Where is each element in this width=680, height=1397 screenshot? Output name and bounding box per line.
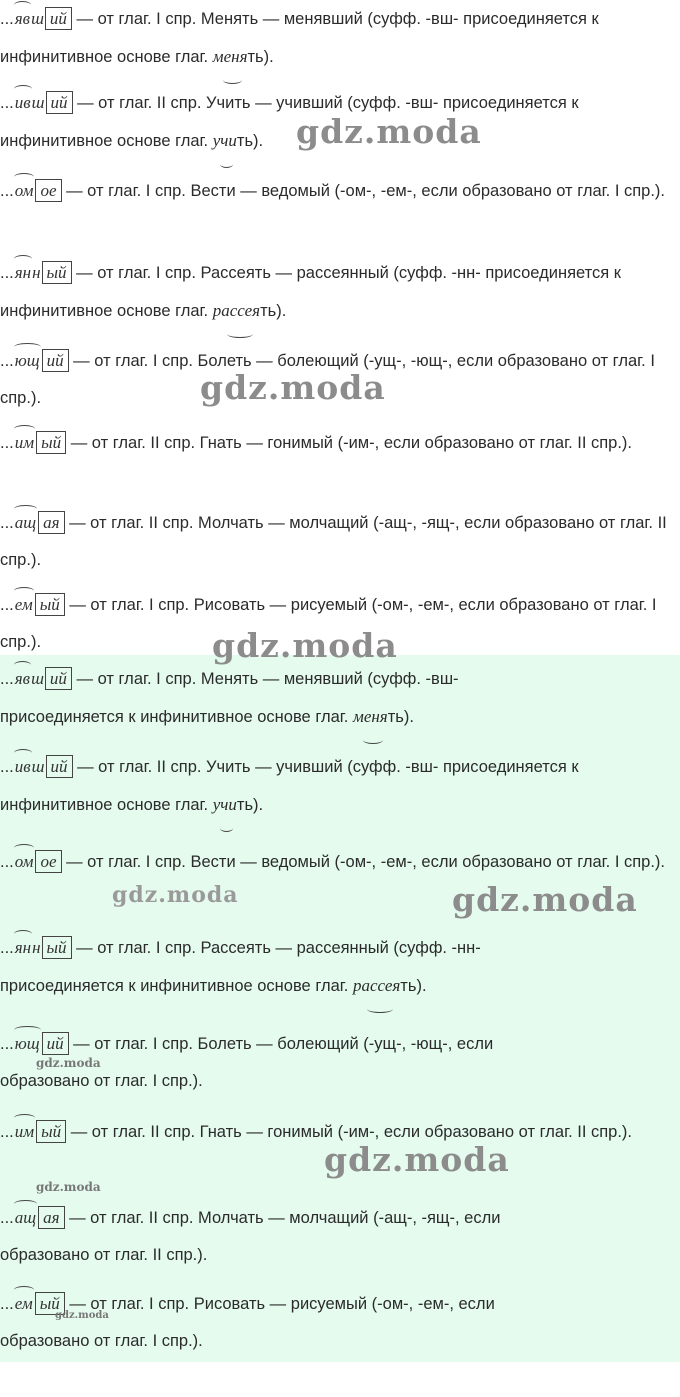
suffix-mark: ющ (14, 1025, 41, 1062)
entry-text: — от глаг. I спр. Вести — ведомый (-ом-, -ем-, если образовано от глаг. I спр.). (61, 182, 666, 200)
watermark-logo: gdz.moda (296, 112, 482, 151)
entry-text: — от глаг. II спр. Молчать — молчащий (-ащ-, -ящ-, если образовано от глаг. II спр.). (0, 514, 667, 569)
morpheme-entry (0, 254, 680, 330)
morpheme-entry (0, 1285, 560, 1360)
entry-text: — от глаг. I спр. Рисовать — рисуемый (-ом-, -ем-, если образовано от глаг. I спр.). (0, 1295, 495, 1350)
entry-ending-text: ть). (400, 977, 427, 995)
word-part (14, 843, 62, 880)
entry-text: — от глаг. I спр. Рассеять — рассеянный (суфф. -нн- присоединяется к инфинитивное основе глаг. (0, 939, 481, 995)
entry-prefix: ... (0, 670, 14, 688)
suffix-mark: ян (14, 254, 32, 291)
word-part (14, 172, 62, 209)
entry-text: — от глаг. I спр. Менять — менявший (суфф. -вш- присоединяется к инфинитивное основе глаг. (0, 10, 599, 66)
ending-box: ый (42, 261, 72, 284)
entry-prefix: ... (0, 10, 14, 28)
suffix-tail: ш (31, 93, 45, 112)
ending-box: ый (35, 593, 65, 616)
entry-text: — от глаг. II спр. Учить — учивший (суфф. -вш- присоединяется к инфинитивное основе глаг. (0, 94, 579, 150)
suffix-mark: ив (14, 84, 32, 121)
ending-box: ый (35, 1292, 65, 1315)
ending-box: ый (36, 431, 66, 454)
word-part (14, 929, 72, 966)
suffix-mark: ющ (14, 342, 41, 379)
ending-box: ый (42, 936, 72, 959)
entry-ending-text: ть). (236, 796, 264, 814)
watermark-logo: gdz.moda (112, 882, 239, 908)
entry-prefix: ... (0, 596, 14, 614)
suffix-mark: ив (14, 748, 32, 785)
infinitive-stem: рассея (353, 967, 400, 1004)
ending-box: ий (42, 1032, 69, 1055)
morpheme-entry (0, 748, 680, 824)
suffix-mark: ом (14, 843, 35, 880)
entry-prefix: ... (0, 1209, 14, 1227)
morpheme-entry (0, 1199, 560, 1274)
entry-prefix: ... (0, 182, 14, 200)
word-part (14, 504, 65, 541)
entry-text: — от глаг. I спр. Болеть — болеющий (-ущ-, -ющ-, если образовано от глаг. I спр.). (0, 1035, 494, 1090)
suffix-mark: ем (14, 1285, 34, 1322)
entry-text: — от глаг. I спр. Вести — ведомый (-ом-, -ем-, если образовано от глаг. I спр.). (61, 853, 666, 871)
entry-ending-text: ть). (236, 132, 264, 150)
entry-ending-text: ть). (387, 708, 414, 726)
suffix-mark: им (14, 424, 35, 461)
watermark-logo: gdz.moda (36, 1056, 101, 1070)
word-part (14, 424, 66, 461)
suffix-mark: ем (14, 586, 34, 623)
ending-box: ое (35, 179, 61, 202)
suffix-mark: яв (14, 660, 31, 697)
word-part (14, 660, 72, 697)
entry-prefix: ... (0, 352, 14, 370)
entry-prefix: ... (0, 853, 14, 871)
word-part (14, 254, 72, 291)
ending-box: ая (38, 1206, 64, 1229)
word-part (14, 0, 72, 37)
entry-prefix: ... (0, 1035, 14, 1053)
ending-box: ий (45, 667, 72, 690)
infinitive-stem: учи (213, 122, 237, 159)
entry-text: — от глаг. II спр. Гнать — гонимый (-им-, если образовано от глаг. II спр.). (66, 1123, 633, 1141)
suffix-mark: им (14, 1113, 35, 1150)
morpheme-entry (0, 172, 680, 210)
morpheme-entry (0, 929, 560, 1005)
word-part (14, 586, 65, 623)
suffix-mark: ом (14, 172, 35, 209)
entry-prefix: ... (0, 939, 14, 957)
watermark-logo: gdz.moda (36, 1180, 101, 1194)
watermark-logo: gdz.moda (55, 1310, 109, 1321)
word-part (14, 748, 73, 785)
watermark-logo: gdz.moda (200, 368, 386, 407)
suffix-tail: ш (31, 9, 44, 28)
entry-text: — от глаг. II спр. Молчать — молчащий (-ащ-, -ящ-, если образовано от глаг. II спр.). (0, 1209, 501, 1264)
watermark-logo: gdz.moda (212, 626, 398, 665)
suffix-tail: н (32, 938, 41, 957)
suffix-tail: н (32, 263, 41, 282)
entry-prefix: ... (0, 1123, 14, 1141)
entry-prefix: ... (0, 1295, 14, 1313)
entry-prefix: ... (0, 514, 14, 532)
ending-box: ий (46, 755, 73, 778)
entry-prefix: ... (0, 758, 14, 776)
infinitive-stem: меня (213, 38, 248, 75)
word-part (14, 1199, 65, 1236)
ending-box: ый (36, 1120, 66, 1143)
suffix-mark: ян (14, 929, 32, 966)
word-part (14, 342, 69, 379)
ending-box: ий (46, 91, 73, 114)
watermark-logo: gdz.moda (452, 880, 638, 919)
entry-text: — от глаг. II спр. Учить — учивший (суфф. -вш- присоединяется к инфинитивное основе глаг. (0, 758, 579, 814)
entry-text: — от глаг. I спр. Рисовать — рисуемый (-ом-, -ем-, если образовано от глаг. I спр.). (0, 596, 657, 651)
word-part (14, 84, 73, 121)
entry-text: — от глаг. II спр. Гнать — гонимый (-им-, если образовано от глаг. II спр.). (66, 434, 633, 452)
suffix-mark: ащ (14, 1199, 37, 1236)
entry-ending-text: ть). (247, 48, 274, 66)
morpheme-entry (0, 504, 680, 579)
infinitive-stem: рассея (213, 292, 260, 329)
suffix-tail: ш (31, 669, 44, 688)
morpheme-entry (0, 424, 680, 462)
entry-text: — от глаг. I спр. Рассеять — рассеянный (суфф. -нн- присоединяется к инфинитивное основе глаг. (0, 264, 621, 320)
suffix-mark: яв (14, 0, 31, 37)
morpheme-entry (0, 843, 680, 881)
infinitive-stem: учи (213, 786, 237, 823)
word-part (14, 1113, 66, 1150)
entry-prefix: ... (0, 264, 14, 282)
entry-ending-text: ть). (260, 302, 287, 320)
ending-box: ий (42, 349, 69, 372)
watermark-logo: gdz.moda (324, 1140, 510, 1179)
entry-text: — от глаг. I спр. Менять — менявший (суфф. -вш- присоединяется к инфинитивное основе глаг. (0, 670, 459, 726)
suffix-tail: ш (31, 757, 45, 776)
infinitive-stem: меня (353, 698, 388, 735)
morpheme-entry (0, 0, 680, 76)
suffix-mark: ащ (14, 504, 37, 541)
entry-text: — от глаг. I спр. Болеть — болеющий (-ущ-, -ющ-, если образовано от глаг. I спр.). (0, 352, 655, 407)
entry-prefix: ... (0, 94, 14, 112)
ending-box: ое (35, 850, 61, 873)
morpheme-entry (0, 660, 560, 736)
entry-prefix: ... (0, 434, 14, 452)
ending-box: ая (38, 511, 64, 534)
ending-box: ий (45, 7, 72, 30)
